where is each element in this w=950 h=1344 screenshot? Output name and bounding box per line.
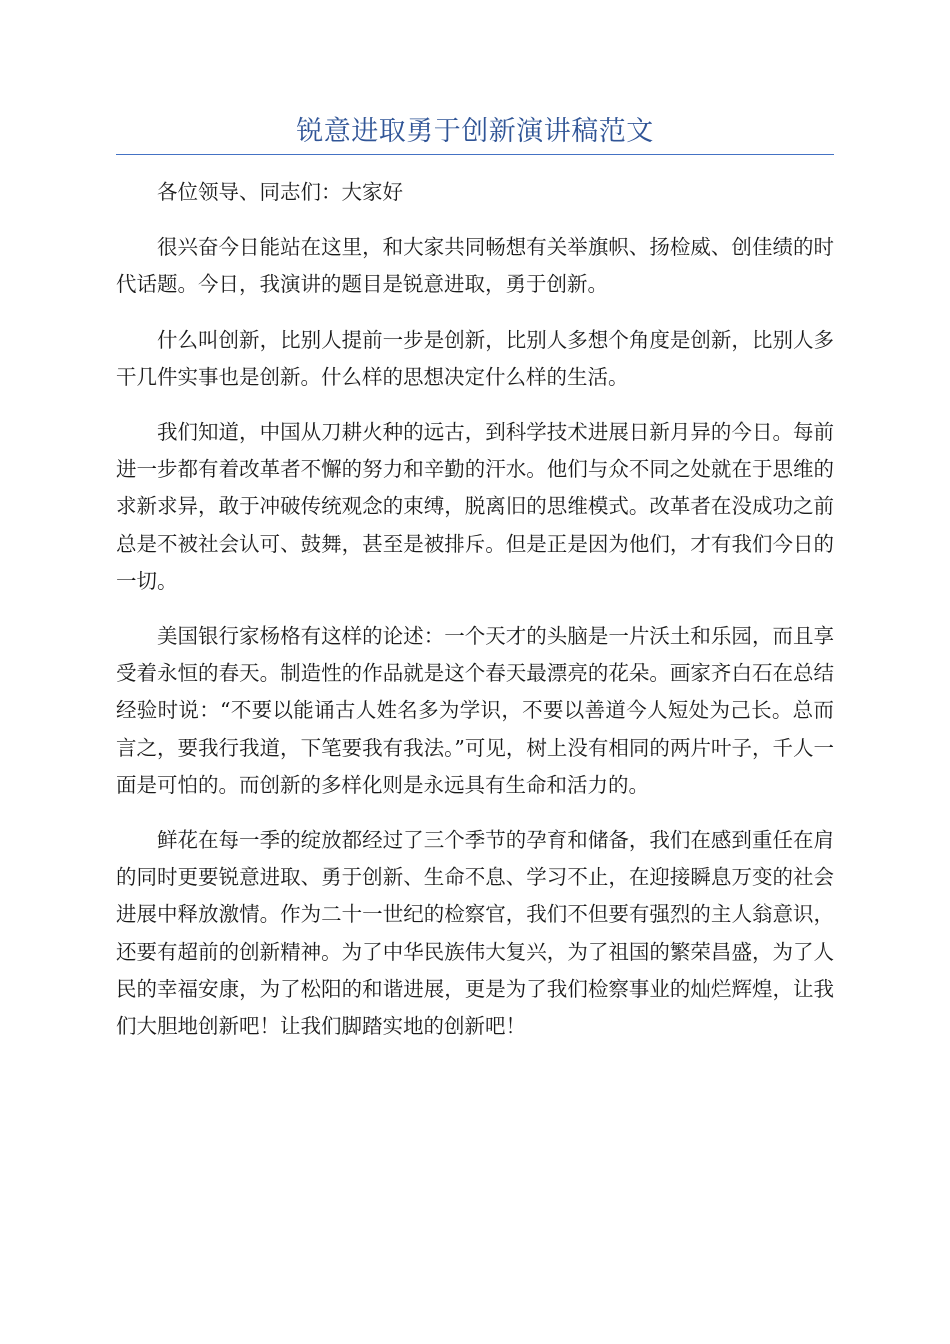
paragraph-greeting: 各位领导、同志们：大家好 [157,180,403,204]
title-underline [116,154,834,155]
paragraph: 很兴奋今日能站在这里，和大家共同畅想有关举旗帜、扬检威、创佳绩的时代话题。今日，我演讲的题目是锐意进取，勇于创新。 [116,235,834,297]
paragraph: 什么叫创新，比别人提前一步是创新，比别人多想个角度是创新，比别人多干几件实事也是创新。什么样的思想决定什么样的生活。 [116,327,834,389]
paragraph: 鲜花在每一季的绽放都经过了三个季节的孕育和储备，我们在感到重任在肩的同时更要锐意进取、勇于创新、生命不息、学习不止，在迎接瞬息万变的社会进展中释放激情。作为二十一世纪的检察官，我们不但要有强烈的主人翁意识，还要有超前的创新精神。为了中华民族伟大复兴，为了祖国的繁荣昌盛，为了人民的幸福安康，为了松阳的和谐进展，更是为了我们检察事业的灿烂辉煌，让我们大胆地创新吧！让我们脚踏实地的创新吧！ [116,828,834,1039]
document-title: 锐意进取勇于创新演讲稿范文 [296,116,654,147]
document-body [116,174,834,1063]
paragraph: 我们知道，中国从刀耕火种的远古，到科学技术进展日新月异的今日。每前进一步都有着改革者不懈的努力和辛勤的汗水。他们与众不同之处就在于思维的求新求异，敢于冲破传统观念的束缚，脱离旧的思维模式。改革者在没成功之前总是不被社会认可、鼓舞，甚至是被排斥。但是正是因为他们，才有我们今日的一切。 [116,420,834,593]
paragraph: 美国银行家杨格有这样的论述：一个天才的头脑是一片沃土和乐园，而且享受着永恒的春天。制造性的作品就是这个春天最漂亮的花朵。画家齐白石在总结经验时说：“不要以能诵古人姓名多为学识，不要以善道今人短处为己长。总而言之，要我行我道，下笔要我有我法。”可见，树上没有相同的两片叶子，千人一面是可怕的。而创新的多样化则是永远具有生命和活力的。 [116,624,834,797]
